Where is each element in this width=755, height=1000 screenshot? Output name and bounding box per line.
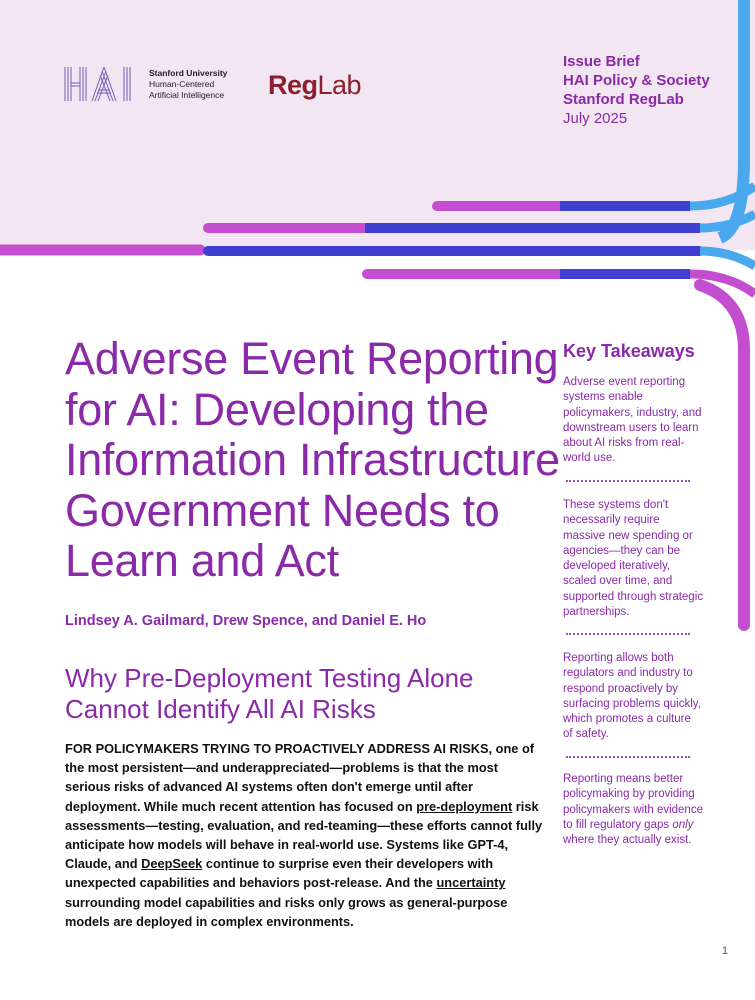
body-text-2: risk assessments—testing, evaluation, and red-teaming—these efforts cannot fully anticipate how models will behave in real-world use. Systems like GPT-4, Claude, and xyxy=(65,798,543,872)
takeaway-1: Adverse event reporting systems enable policymakers, industry, and downstream users to learn about AI risks from real-world use. xyxy=(563,376,702,465)
page-number: 1 xyxy=(722,945,729,957)
brief-date: July 2025 xyxy=(563,110,628,127)
brief-lab: Stanford RegLab xyxy=(563,91,684,108)
uncertainty-link[interactable]: uncertainty xyxy=(436,875,506,891)
pre-deployment-link[interactable]: pre-deployment xyxy=(416,798,513,814)
body-paragraph xyxy=(65,739,545,931)
brief-type: Issue Brief xyxy=(563,53,640,70)
reglab-lab: Lab xyxy=(317,70,362,100)
takeaway-3: Reporting allows both regulators and industry to respond proactively by surfacing problems quickly, which promotes a culture of safety. xyxy=(563,652,701,741)
body-text-3: continue to surprise even their developers with unexpected capabilities and behaviors post-release. And the xyxy=(65,856,494,891)
reglab-logo xyxy=(268,70,361,101)
hai-line-2: Human-Centered xyxy=(149,79,215,89)
takeaway-4-text: Reporting means better policymaking by providing policymakers with evidence to fill regulatory gaps xyxy=(563,773,703,831)
hai-line-3: Artificial Intelligence xyxy=(149,90,225,100)
hai-university-name: Stanford University xyxy=(149,68,228,78)
section-heading: Why Pre-Deployment Testing Alone Cannot Identify All AI Risks xyxy=(65,663,474,724)
page-title: Adverse Event Reporting for AI: Developing the Information Infrastructure Government Needs to Learn and Act xyxy=(65,333,560,586)
reglab-reg: Reg xyxy=(268,70,318,100)
takeaway-4 xyxy=(563,772,703,848)
key-takeaways-heading: Key Takeaways xyxy=(563,341,695,361)
takeaway-divider xyxy=(566,633,690,635)
authors: Lindsey A. Gailmard, Drew Spence, and Daniel E. Ho xyxy=(65,613,427,629)
takeaway-2: These systems don't necessarily require massive new spending or agencies—they can be developed iteratively, scaled over time, and supported through strategic partnerships. xyxy=(563,499,704,619)
takeaway-divider xyxy=(566,480,690,482)
takeaway-4-emphasis: only xyxy=(672,818,694,831)
body-text-1: FOR POLICYMAKERS TRYING TO PROACTIVELY ADDRESS AI RISKS, one of the most persistent—and underappreciated—problems is that the most serious risks of advanced AI systems often don't emerge until after deployment. While much recent attention has focused on xyxy=(65,741,535,814)
hai-logo xyxy=(64,66,142,102)
svg-text:HAI: HAI xyxy=(64,66,66,67)
takeaway-divider xyxy=(566,756,690,758)
body-text-4: surrounding model capabilities and risks only grows as general-purpose models are deployed in complex environments. xyxy=(65,894,508,929)
brief-program: HAI Policy & Society xyxy=(563,72,710,89)
deepseek-link[interactable]: DeepSeek xyxy=(141,856,203,872)
takeaway-4-text-end: where they actually exist. xyxy=(563,834,692,847)
hai-wordmark xyxy=(149,68,227,101)
issue-brief-block xyxy=(563,52,710,128)
